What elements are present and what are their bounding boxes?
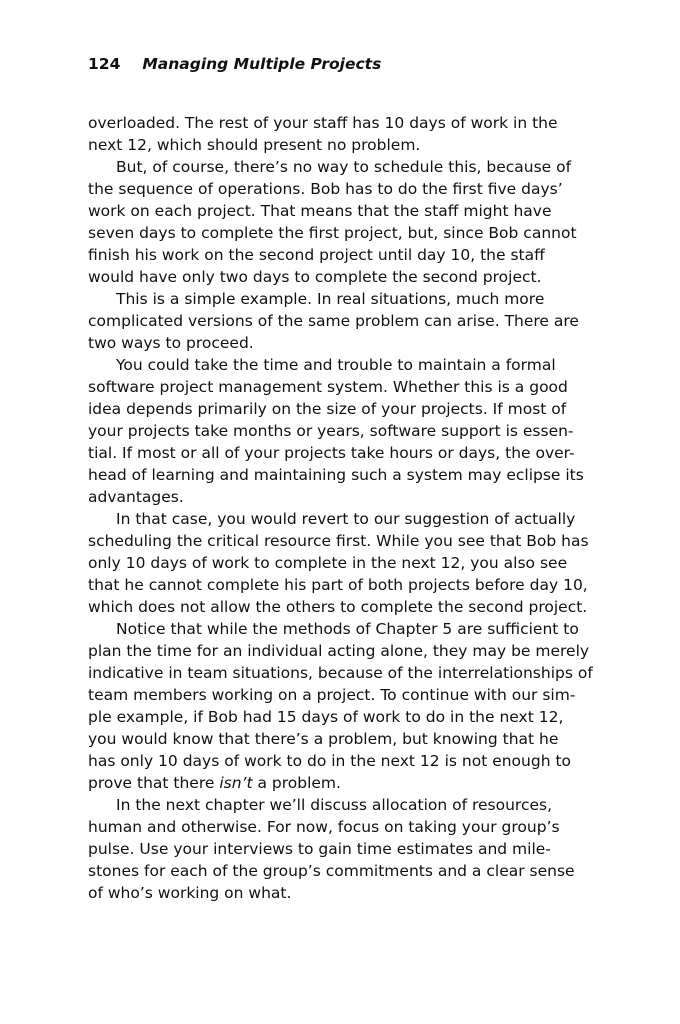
text-line: which does not allow the others to complete the second project. (88, 598, 588, 616)
body-text (88, 112, 598, 904)
paragraph-simple-example (88, 288, 598, 354)
text-line (88, 772, 598, 794)
paragraph-continued (88, 112, 598, 156)
text-line: of who’s working on what. (88, 884, 292, 902)
page-number: 124 (88, 55, 121, 73)
text-line: your projects take months or years, software support is essen- (88, 422, 574, 440)
text-line: seven days to complete the first project, but, since Bob cannot (88, 224, 577, 242)
text-line: team members working on a project. To continue with our sim- (88, 686, 576, 704)
text-line: pulse. Use your interviews to gain time estimates and mile- (88, 840, 551, 858)
text-line: finish his work on the second project until day 10, the staff (88, 246, 545, 264)
emphasized-word: isn’t (219, 774, 253, 792)
text-line: head of learning and maintaining such a system may eclipse its (88, 466, 584, 484)
text-line: indicative in team situations, because of the interrelationships of (88, 664, 593, 682)
paragraph-critical-resource (88, 508, 598, 618)
text-line: only 10 days of work to complete in the next 12, you also see (88, 554, 568, 572)
text-line: plan the time for an individual acting alone, they may be merely (88, 642, 590, 660)
text-run: a problem. (252, 774, 341, 792)
text-line: scheduling the critical resource first. While you see that Bob has (88, 532, 589, 550)
text-line: the sequence of operations. Bob has to do the first five days’ (88, 180, 563, 198)
text-line: This is a simple example. In real situations, much more (116, 290, 545, 308)
paragraph-team-situations (88, 618, 598, 794)
text-line: stones for each of the group’s commitments and a clear sense (88, 862, 575, 880)
text-line: You could take the time and trouble to maintain a formal (116, 356, 556, 374)
text-line: complicated versions of the same problem can arise. There are (88, 312, 579, 330)
text-line: ple example, if Bob had 15 days of work to do in the next 12, (88, 708, 564, 726)
text-line: overloaded. The rest of your staff has 10 days of work in the (88, 114, 558, 132)
text-line: tial. If most or all of your projects take hours or days, the over- (88, 444, 575, 462)
paragraph-software-system (88, 354, 598, 508)
paragraph-scheduling (88, 156, 598, 288)
text-line: would have only two days to complete the second project. (88, 268, 542, 286)
text-line: work on each project. That means that the staff might have (88, 202, 552, 220)
text-line: In that case, you would revert to our suggestion of actually (116, 510, 576, 528)
running-head (88, 54, 381, 74)
running-head-title: Managing Multiple Projects (142, 55, 382, 73)
text-line: has only 10 days of work to do in the next 12 is not enough to (88, 752, 572, 770)
text-line: next 12, which should present no problem. (88, 136, 421, 154)
text-line: advantages. (88, 488, 184, 506)
text-line: idea depends primarily on the size of your projects. If most of (88, 400, 567, 418)
text-line: two ways to proceed. (88, 334, 254, 352)
text-line: you would know that there’s a problem, but knowing that he (88, 730, 559, 748)
text-run: prove that there (88, 774, 220, 792)
text-line: human and otherwise. For now, focus on taking your group’s (88, 818, 560, 836)
paragraph-next-chapter (88, 794, 598, 904)
text-line: that he cannot complete his part of both projects before day 10, (88, 576, 588, 594)
text-line: Notice that while the methods of Chapter 5 are sufficient to (116, 620, 579, 638)
text-line: In the next chapter we’ll discuss allocation of resources, (116, 796, 553, 814)
text-line: software project management system. Whether this is a good (88, 378, 568, 396)
text-line: But, of course, there’s no way to schedule this, because of (116, 158, 572, 176)
